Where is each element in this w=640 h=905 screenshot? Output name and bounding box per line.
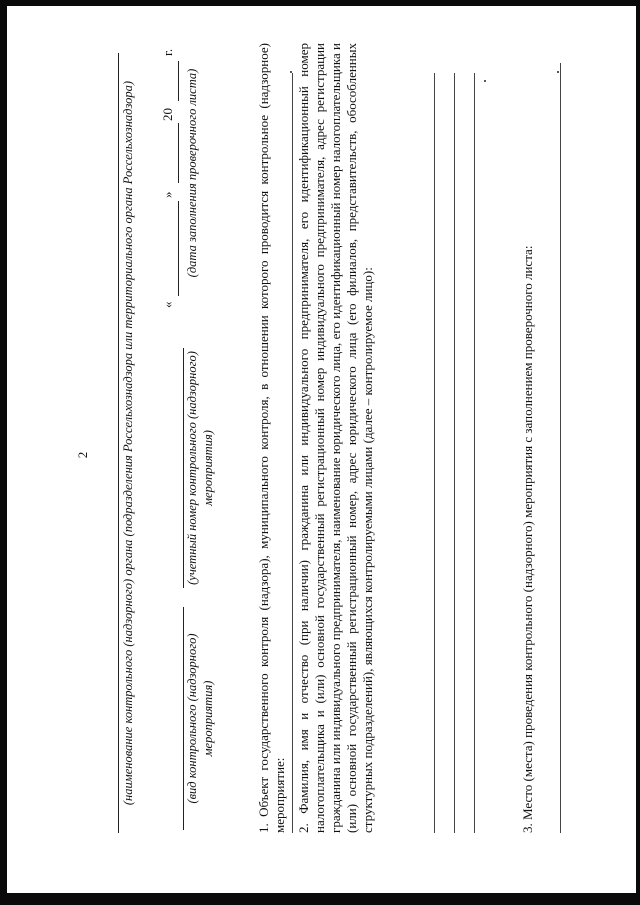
org-name-caption: (наименование контрольного (надзорного) органа (подразделения Россельхознадзора или территориального органа Россельхознадзора) [121,80,135,806]
reg-number-caption: (учетный номер контрольного (надзорного) мероприятия) [185,351,215,585]
section-1-fill-line [292,73,293,833]
section-3-fill-line [560,63,561,833]
section-1-text: 1. Объект государственного контроля (надзора), муниципального контроля, в отношении которого проводится контрольное (надзорное) мероприятие: [256,43,287,833]
date-field [160,38,180,308]
control-type-caption: (вид контрольного (надзорного) мероприятия) [185,633,215,804]
date-day-line [178,201,179,296]
date-month-line [178,123,179,183]
section-3-line-end-mark [557,71,559,73]
section-2-fill-line [434,73,435,833]
date-open-quote: « [160,301,175,308]
page-number: 2 [75,451,90,459]
section-2-fill-line [454,73,455,833]
section-1-line-end-mark [290,71,292,73]
date-year-suffix: г. [160,48,175,56]
date-close-quote: » [160,191,175,198]
date-caption: (дата заполнения проверочного листа) [185,68,199,278]
section-2-fill-line [474,73,475,833]
date-year-line [178,61,179,101]
section-2-line-end-mark [484,80,486,82]
date-year-prefix: 20 [160,108,175,121]
section-2-text: 2. Фамилия, имя и отчество (при наличии) гражданина или индивидуального предпринимателя, его идентификационный номер налогоплательщика и (или) основной государственный регистрационный номер индивидуального предпринимателя, адрес регистрации гражданина или индивидуального предпринимателя, наименование юридического лица, его идентификационный номер налогоплательщика и (или) основной государственный регистрационный номер, адрес юридического лица (его филиалов, представительств, обособленных структурных подразделений), являющихся контролируемыми лицами (далее – контролируемое лицо): [296,43,376,833]
section-3-text: 3. Место (места) проведения контрольного (надзорного) мероприятия с заполнением проверочного листа: [520,245,535,833]
